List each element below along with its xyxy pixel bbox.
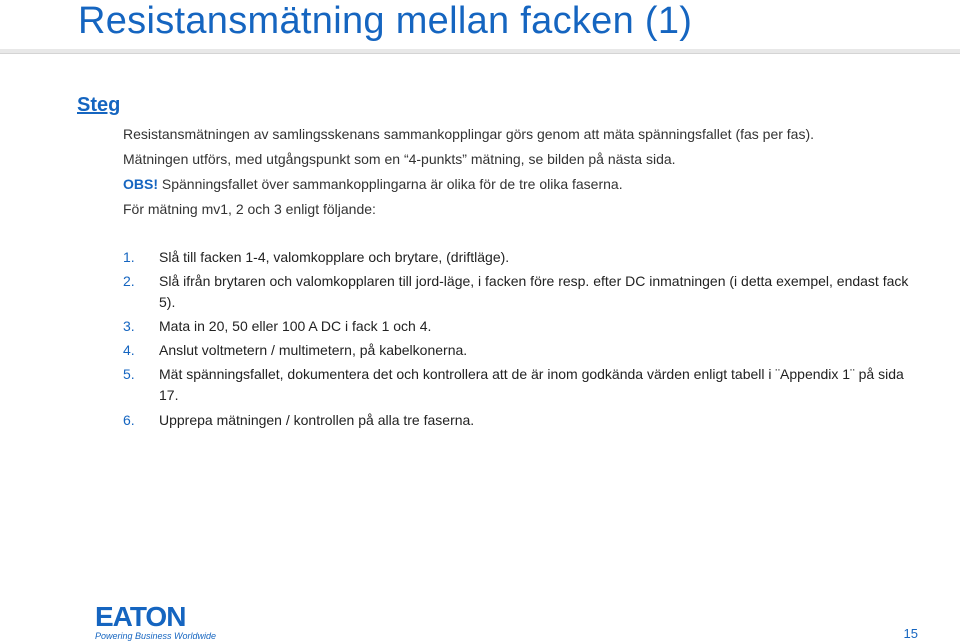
step-number: 3. <box>123 318 135 334</box>
steps-list <box>123 247 923 434</box>
eaton-logo <box>95 601 217 641</box>
step-item <box>123 340 923 361</box>
step-text: Anslut voltmetern / multimetern, på kabelkonerna. <box>159 342 468 358</box>
obs-text: Spänningsfallet över sammankopplingarna är olika för de tre olika faserna. <box>158 176 623 192</box>
intro-line: Mätningen utförs, med utgångspunkt som en “4-punkts” mätning, se bilden på nästa sida. <box>123 151 676 167</box>
logo-tagline: Powering Business Worldwide <box>95 631 217 641</box>
step-item <box>123 316 923 337</box>
step-text: Slå ifrån brytaren och valomkopplaren till jord-läge, i facken före resp. efter DC inmatningen (i detta exempel, endast fack 5). <box>159 273 909 310</box>
step-number: 5. <box>123 366 135 382</box>
title-divider <box>0 49 960 54</box>
intro-line-obs <box>123 172 814 197</box>
intro-text <box>123 122 814 222</box>
logo-wordmark: EATON <box>95 601 186 632</box>
step-item <box>123 364 923 406</box>
step-item <box>123 410 923 431</box>
step-item <box>123 271 923 313</box>
step-number: 1. <box>123 249 135 265</box>
step-number: 6. <box>123 412 135 428</box>
step-text: Slå till facken 1-4, valomkopplare och brytare, (driftläge). <box>159 249 510 265</box>
step-text: Upprepa mätningen / kontrollen på alla tre faserna. <box>159 412 475 428</box>
step-number: 4. <box>123 342 135 358</box>
slide-title: Resistansmätning mellan facken (1) <box>78 0 693 42</box>
page-number: 15 <box>903 626 918 641</box>
section-heading: Steg <box>77 94 121 116</box>
obs-label: OBS! <box>123 176 158 192</box>
step-text: Mata in 20, 50 eller 100 A DC i fack 1 och 4. <box>159 318 432 334</box>
intro-line: För mätning mv1, 2 och 3 enligt följande: <box>123 201 376 217</box>
intro-line: Resistansmätningen av samlingsskenans sammankopplingar görs genom att mäta spänningsfallet (fas per fas). <box>123 126 815 142</box>
step-item <box>123 247 923 268</box>
step-number: 2. <box>123 273 135 289</box>
step-text: Mät spänningsfallet, dokumentera det och kontrollera att de är inom godkända värden enligt tabell i ¨Appendix 1¨ på sida 17. <box>159 366 904 403</box>
